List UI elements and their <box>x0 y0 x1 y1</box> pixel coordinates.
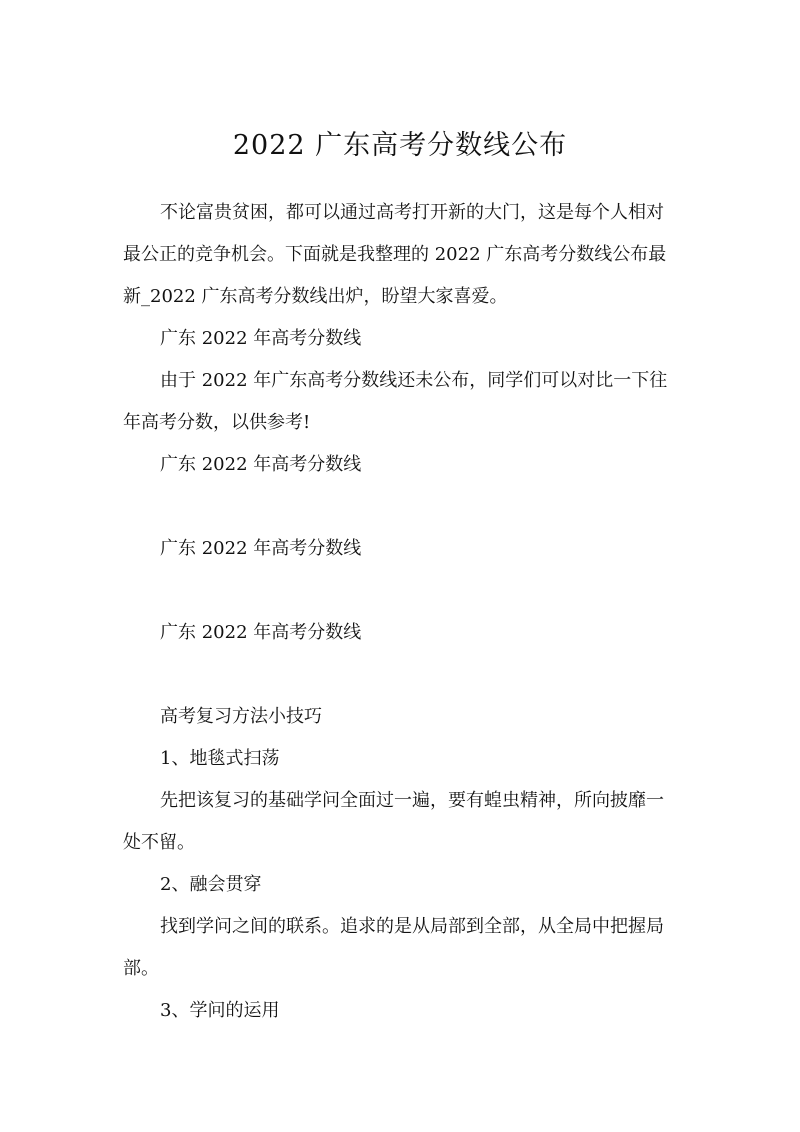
tips-heading: 高考复习方法小技巧 <box>160 706 322 727</box>
tip-2-line-2: 部。 <box>123 958 159 979</box>
tip-1-line-1: 先把该复习的基础学问全面过一遍，要有蝗虫精神，所向披靡一 <box>160 790 664 811</box>
sub-heading-a: 广东 2022 年高考分数线 <box>160 454 362 475</box>
section-heading: 广东 2022 年高考分数线 <box>160 328 362 349</box>
notice-line-1: 由于 2022 年广东高考分数线还未公布，同学们可以对比一下往 <box>160 370 668 391</box>
tip-3-title: 3、学问的运用 <box>160 1000 280 1021</box>
tip-2-title: 2、融会贯穿 <box>160 874 262 895</box>
tip-1-line-2: 处不留。 <box>123 832 195 853</box>
sub-heading-b: 广东 2022 年高考分数线 <box>160 538 362 559</box>
tip-1-title: 1、地毯式扫荡 <box>160 748 280 769</box>
intro-line-1: 不论富贵贫困，都可以通过高考打开新的大门，这是每个人相对 <box>160 202 664 223</box>
intro-line-2: 最公正的竞争机会。下面就是我整理的 2022 广东高考分数线公布最 <box>123 244 667 265</box>
sub-heading-c: 广东 2022 年高考分数线 <box>160 622 362 643</box>
notice-line-2: 年高考分数，以供参考! <box>123 412 311 433</box>
intro-line-3: 新_2022 广东高考分数线出炉，盼望大家喜爱。 <box>123 286 508 307</box>
page-title: 2022 广东高考分数线公布 <box>232 130 568 161</box>
tip-2-line-1: 找到学问之间的联系。追求的是从局部到全部，从全局中把握局 <box>160 916 664 937</box>
